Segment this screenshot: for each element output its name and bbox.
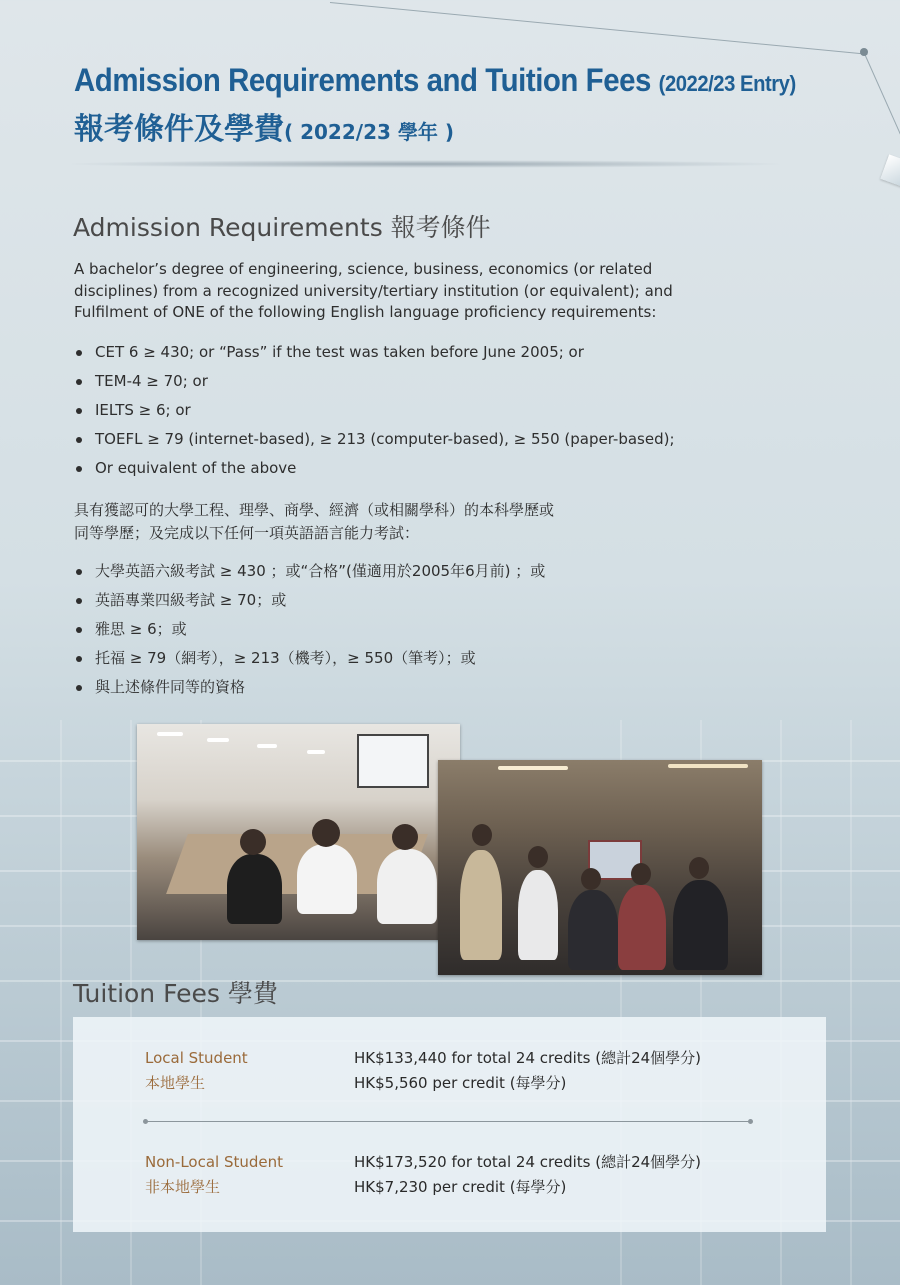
title-divider-shadow <box>60 160 790 168</box>
title-en-text: Admission Requirements and Tuition Fees <box>74 62 651 98</box>
list-item: 托福 ≥ 79（網考），≥ 213（機考），≥ 550（筆考）；或 <box>74 644 545 673</box>
list-item: TOEFL ≥ 79 (internet-based), ≥ 213 (computer-based), ≥ 550 (paper-based); <box>74 425 675 454</box>
english-requirements-list <box>74 338 675 483</box>
chinese-requirements-list <box>74 557 545 702</box>
classroom-photo <box>137 724 460 940</box>
fee-local-total: HK$133,440 for total 24 credits (總計24個學分) <box>354 1049 702 1067</box>
fee-label-nonlocal-zh: 非本地學生 <box>145 1178 221 1196</box>
admission-intro-zh <box>74 499 734 545</box>
title-en-suffix: (2022/23 Entry) <box>658 71 796 96</box>
list-item: IELTS ≥ 6; or <box>74 396 675 425</box>
fee-label-local-zh: 本地學生 <box>145 1074 206 1092</box>
tuition-heading: Tuition Fees 學費 <box>73 979 278 1008</box>
admission-intro-zh-line1: 具有獲認可的大學工程、理學、商學、經濟（或相關學科）的本科學歷或 <box>74 501 555 519</box>
fee-local-per-credit: HK$5,560 per credit (每學分) <box>354 1074 567 1092</box>
list-item: 英語專業四級考試 ≥ 70；或 <box>74 586 545 615</box>
page-title-en <box>74 62 796 99</box>
list-item: CET 6 ≥ 430; or “Pass” if the test was taken before June 2005; or <box>74 338 675 367</box>
admission-intro-zh-line2: 同等學歷；及完成以下任何一項英語語言能力考試： <box>74 524 420 542</box>
decorative-dot <box>860 48 868 56</box>
tuition-fees-table <box>73 1017 826 1232</box>
fee-nonlocal-per-credit: HK$7,230 per credit (每學分) <box>354 1178 567 1196</box>
list-item: 大學英語六級考試 ≥ 430 ；或“合格”(僅適用於2005年6月前) ；或 <box>74 557 545 586</box>
admission-heading: Admission Requirements 報考條件 <box>73 213 491 242</box>
decorative-line <box>330 2 868 55</box>
title-zh-suffix: ( 2022/23 學年 ) <box>284 120 454 144</box>
decorative-line <box>864 52 900 162</box>
list-item: 雅思 ≥ 6；或 <box>74 615 545 644</box>
list-item: Or equivalent of the above <box>74 454 675 483</box>
fee-nonlocal-total: HK$173,520 for total 24 credits (總計24個學分) <box>354 1153 702 1171</box>
decorative-cube-icon <box>880 154 900 187</box>
title-zh-text: 報考條件及學費 <box>74 112 284 147</box>
page-title-zh <box>74 104 454 148</box>
group-photo <box>438 760 762 975</box>
fee-divider <box>145 1121 751 1122</box>
list-item: 與上述條件同等的資格 <box>74 673 545 702</box>
fee-label-nonlocal-en: Non-Local Student <box>145 1153 284 1171</box>
list-item: TEM-4 ≥ 70; or <box>74 367 675 396</box>
fee-label-local-en: Local Student <box>145 1049 248 1067</box>
admission-intro-en: A bachelor’s degree of engineering, science, business, economics (or related disciplines) from a recognized university/tertiary institution (or equivalent); and Fulfilment of ONE of the following English language proficiency requirements: <box>74 260 673 321</box>
